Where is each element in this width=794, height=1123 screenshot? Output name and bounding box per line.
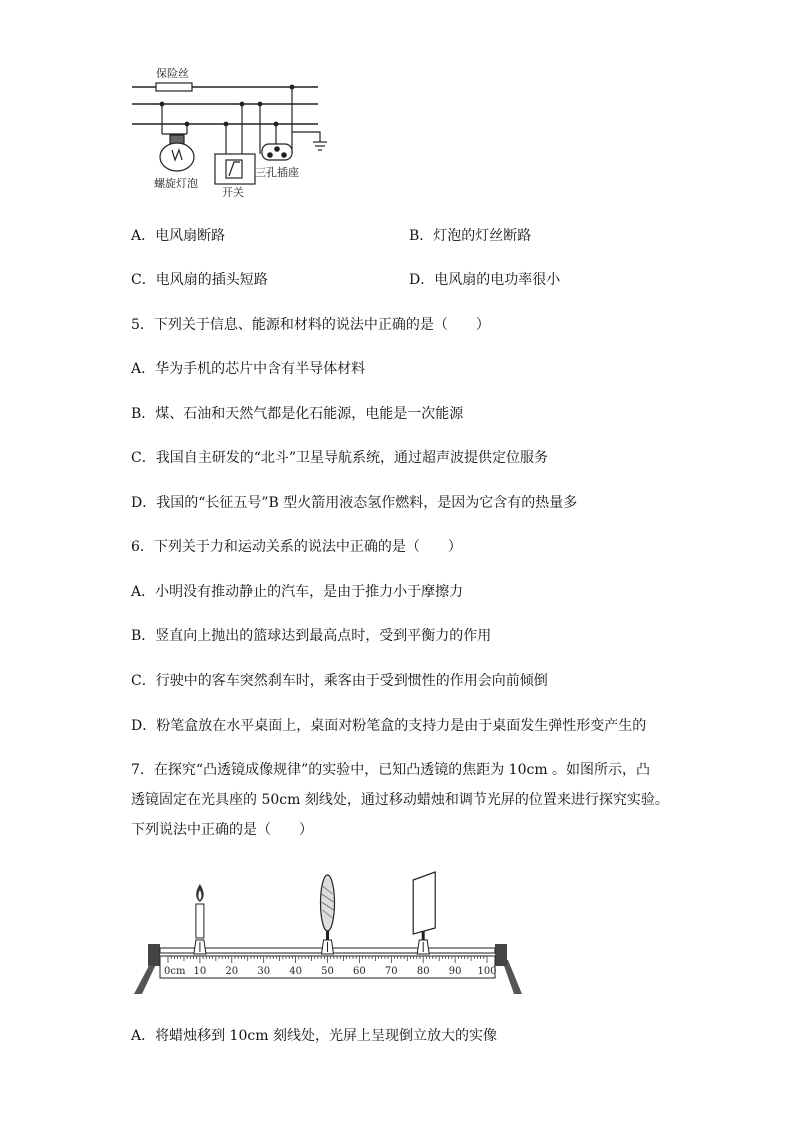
scale-tick-label: 70	[384, 966, 398, 977]
q6-option-b: B．竖直向上抛出的篮球达到最高点时，受到平衡力的作用	[131, 628, 492, 644]
q7-stem-line1: 7．在探究“凸透镜成像规律”的实验中，已知凸透镜的焦距为 10cm 。如图所示，凸	[131, 762, 651, 778]
scale-tick-label: 60	[353, 966, 366, 977]
q5-option-b: B．煤、石油和天然气都是化石能源，电能是一次能源	[131, 406, 464, 422]
bench-left-end	[148, 944, 160, 966]
q5-option-d: D．我国的“长征五号”B 型火箭用液态氢作燃料，是因为它含有的热量多	[131, 495, 578, 511]
q6-option-c: C．行驶中的客车突然刹车时，乘客由于受到惯性的作用会向前倾倒	[131, 673, 548, 689]
bulb-icon	[160, 104, 194, 171]
q4-option-d: D．电风扇的电功率很小	[409, 272, 561, 288]
q6-option-a: A．小明没有推动静止的汽车，是由于推力小于摩擦力	[131, 584, 464, 600]
q7-stem-line2: 透镜固定在光具座的 50cm 刻线处，通过移动蜡烛和调节光屏的位置来进行探究实验。	[131, 792, 669, 808]
q6-option-d: D．粉笔盒放在水平桌面上，桌面对粉笔盒的支持力是由于桌面发生弹性形变产生的	[131, 718, 647, 734]
bench-right-end	[495, 944, 507, 966]
q7-stem-line3: 下列说法中正确的是（ ）	[131, 822, 313, 838]
q4-option-c: C．电风扇的插头短路	[131, 272, 268, 288]
q7-option-a: A．将蜡烛移到 10cm 刻线处，光屏上呈现倒立放大的实像	[131, 1028, 497, 1044]
q6-stem: 6．下列关于力和运动关系的说法中正确的是（ ）	[131, 539, 462, 555]
fuse	[156, 83, 192, 91]
q5-option-c: C．我国自主研发的“北斗”卫星导航系统，通过超声波提供定位服务	[131, 450, 549, 466]
scale-tick-label: 40	[289, 966, 302, 977]
candle-icon	[194, 884, 206, 954]
bulb-label: 螺旋灯泡	[154, 177, 198, 190]
fuse-label: 保险丝	[156, 67, 189, 80]
q5-option-a: A．华为手机的芯片中含有半导体材料	[131, 361, 366, 377]
scale-tick-label: 50	[321, 966, 334, 977]
socket-label: 三孔插座	[255, 166, 299, 179]
scale-tick-label: 30	[257, 966, 271, 977]
switch-icon	[215, 104, 255, 184]
scale-tick-label: 80	[416, 966, 430, 977]
scale-tick-label: 90	[448, 966, 462, 977]
scale-tick-label: 20	[225, 966, 239, 977]
scale-tick-label: 10	[193, 966, 207, 977]
scale-tick-label: 100	[477, 966, 497, 977]
switch-label: 开关	[222, 186, 244, 199]
q4-option-b: B．灯泡的灯丝断路	[409, 228, 532, 244]
optical-bench-diagram	[130, 868, 530, 1000]
convex-lens-icon	[321, 875, 335, 954]
q5-stem: 5．下列关于信息、能源和材料的说法中正确的是（ ）	[131, 317, 490, 333]
scale-tick-label: 0cm	[164, 966, 186, 977]
circuit-diagram	[130, 62, 330, 202]
light-screen-icon	[413, 872, 435, 954]
q4-option-a: A．电风扇断路	[131, 228, 226, 244]
